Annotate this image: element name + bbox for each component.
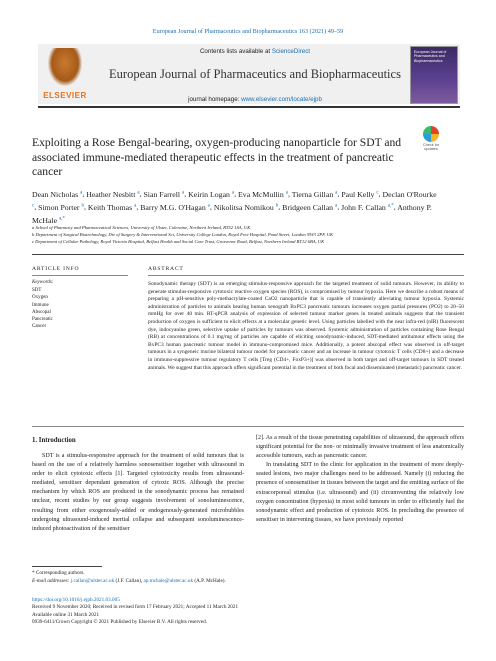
keyword: Immune (32, 302, 49, 308)
homepage-link[interactable]: www.elsevier.com/locate/ejpb (241, 96, 322, 103)
doi-link[interactable]: https://doi.org/10.1016/j.ejpb.2021.03.005 (32, 597, 120, 603)
affiliation-marker[interactable]: a (134, 203, 137, 209)
author-list: Dean Nicholas $^a$, Heather Nesbitt $^a$, Sian Farrell $^a$, Keirin Logan $^a$, Eva McMullin $^a$, Tierna Gillan $^a$, Paul Kelly $^c$, Declan O'Rourke $^c$, Simon Porter $^b$, Keith Thomas $^a$, Barry M.G. O'Hagan $^a$, Nikolitsa Nomikou $^b$, Bridgeen Callan $^a$, John F. Callan $^{a,*}$, Anthony P. McHale $^{a,*}$ (32, 189, 437, 225)
affiliation-marker[interactable]: c (376, 190, 379, 195)
crossmark-label: Check for updates (422, 143, 440, 151)
affiliation-marker[interactable]: c (32, 203, 35, 209)
author-name[interactable]: John F. Callan $^{a,*}$ (341, 202, 394, 212)
publication-info (32, 597, 464, 626)
intro-paragraph: SDT is a stimulus-responsive approach for the treatment of solid tumours that is based on the use of a relatively harmless sonosensitiser together with ultrasound in order to elicit cytotoxic effects [1]. Targeted cytotoxicity results from ultrasound-mediated, sensitiser dependant generation of cytoxic ROS. Although the precise mechanism by which ROS are produced in the sonodynamic process has remained unclear, recent studies by our group suggests involvement of sonoluminescence, resulting from either exogenously-added or endogenously-generated microbubbles undergoing ultrasound-induced inertial collapse and subsequent sonoluminescence-induced photoactivation of the sensitiser (32, 453, 244, 532)
affiliation-marker[interactable]: a (335, 203, 338, 209)
affiliation-marker[interactable]: a (335, 190, 338, 195)
author-name[interactable]: Barry M.G. O'Hagan $^a$ (140, 202, 210, 212)
email-link[interactable]: j.callan@ulster.ac.uk (70, 577, 115, 584)
corresponding-label: * Corresponding authors. (32, 570, 85, 576)
keyword: Pancreatic (32, 317, 53, 323)
affiliation-marker[interactable]: a (182, 190, 185, 195)
elsevier-logo[interactable] (40, 46, 90, 100)
corresponding-footnote (32, 570, 464, 585)
elsevier-tree-icon (48, 48, 82, 86)
journal-title: European Journal of Pharmaceutics and Biopharmaceutics (109, 67, 401, 81)
received-dates: Received 9 November 2020; Received in revised form 17 February 2021; Accepted 11 March 2021 (32, 604, 239, 611)
keywords-list (32, 287, 53, 331)
article-title: Exploiting a Rose Bengal-bearing, oxygen-producing nanoparticle for SDT and associated immune-mediated therapeutic effects in the treatment of pancreatic cancer (32, 136, 402, 179)
author-name[interactable]: Nikolitsa Nomikou $^b$ (213, 202, 279, 212)
author-name[interactable]: Anthony P. McHale $^{a,*}$ (32, 202, 432, 225)
author-name[interactable]: Bridgeen Callan $^a$ (282, 202, 338, 212)
author-name[interactable]: Dean Nicholas $^a$ (32, 189, 83, 199)
running-head[interactable]: European Journal of Pharmaceutics and Biopharmaceutics 163 (2021) 49–59 (152, 28, 344, 35)
affiliation-marker[interactable]: a (137, 190, 140, 195)
affiliation-marker[interactable]: a,* (59, 216, 66, 222)
article-info-heading: ARTICLE INFO (32, 266, 80, 272)
copyright: 0939-6411/Crown Copyright © 2021 Published by Elsevier B.V. All rights reserved. (32, 618, 207, 625)
intro-paragraph: [2]. As a result of the tissue penetrating capabilities of ultrasound, the approach offers significant potential for the non- or minimally invasive treatment of less anatomically accessible tumours, such as pancreatic cancer. (256, 435, 464, 460)
keyword: Cancer (32, 324, 47, 330)
abstract-text: Sonodynamic therapy (SDT) is an emerging stimulus-responsive approach for the targeted treatment of solid tumours. However, its ability to generate stimulus-responsive cytotoxic reactive oxygen species (ROS), is compromised by tumour hypoxia. Here we describe a robust means of preparing a pH-sensitive poly-methacrylate-coated CaO2 nanoparticle that is capable of transiently alleviating tumour hypoxia. Systemic administration of particles to animals bearing human xenograft BxPC3 pancreatic tumours increases oxygen partial pressures (PO2) to 20–50 mmHg for over 40 min. RT-qPCR analysis of expression of selected tumour marker genes in treated animals suggests that the transient production of oxygen is sufficient to elicit effects at a molecular genetic level. Using particles labelled with the near infra-red (nIR) fluorescent dye, indocyanine green, selective uptake of particles by tumours was observed. Systemic administration of particles containing Rose Bengal (RB) at concentrations of 0.1 mg/mg of particles are capable of eliciting sonodynamic-induced, SDT-mediated antitumour effects using the BxPC3 human pancreatic tumour model in immuno-compromised mice. Additionally, a potent abscopal effect was observed in off-target tumours in a syngeneic murine bilateral tumour model for pancreatic cancer and an increase in tumour cytotoxic T cells (CD8+) and a decrease in immuno-suppressive tumour regulatory T cells [Treg (CD4+, FoxP3+)] was observed in both target and off-target tumours in SDT treated animals. We suggest that this approach offers significant potential in the treatment of both focal and disseminated (metastatic) pancreatic cancer. (148, 281, 464, 371)
sciencedirect-link[interactable]: ScienceDirect (271, 48, 311, 55)
affiliation-line: a School of Pharmacy and Pharmaceutical Sciences, University of Ulster, Coleraine, Northern Ireland, BT52 1SA, UK (32, 225, 251, 230)
author-name[interactable]: Heather Nesbitt $^a$ (86, 189, 140, 199)
affiliation-marker[interactable]: a (285, 190, 288, 195)
section-heading: 1. Introduction (32, 437, 76, 444)
keyword: Oxygen (32, 295, 48, 301)
author-name[interactable]: Paul Kelly $^c$ (341, 189, 379, 199)
keyword: Abscopal (32, 309, 51, 315)
abstract-bottom-rule (32, 426, 464, 427)
author-name[interactable]: Keith Thomas $^a$ (87, 202, 137, 212)
author-name[interactable]: Tierna Gillan $^a$ (291, 189, 338, 199)
affiliation-line: c Department of Cellular Pathology, Royal Victoria Hospital, Belfast Health and Social Care Trust, Grosvenor Road, Belfast, Northern Ireland BT12 6BA, UK (32, 239, 325, 245)
affiliations (32, 224, 452, 246)
crossmark-badge[interactable] (420, 126, 442, 152)
contents-line: Contents lists available at ScienceDirect (199, 48, 311, 55)
abstract-heading: ABSTRACT (148, 266, 184, 272)
article-info-rule (32, 275, 128, 276)
author-name[interactable]: Keirin Logan $^a$ (188, 189, 235, 199)
email-link[interactable]: ap.mchale@ulster.ac.uk (143, 577, 194, 584)
affiliation-marker[interactable]: a,* (387, 203, 394, 209)
author-name[interactable]: Declan O'Rourke $^c$ (32, 189, 437, 209)
online-date: Available online 31 March 2021 (32, 611, 100, 618)
keywords-heading: Keywords: (32, 280, 54, 285)
keyword: SDT (32, 288, 42, 293)
author-name[interactable]: Simon Porter $^b$ (38, 202, 84, 212)
footnote-rule (32, 566, 102, 567)
header-rule (32, 254, 464, 255)
intro-paragraph: In translating SDT to the clinic for application in the treatment of more deeply-seated lesions, two major challenges need to be addressed. Namely (i) reducing the presence of sonosensitiser in tissues between the target and the emitting surface of the extracorporeal stimulus (i.e. ultrasound) and (ii) circumventing the relatively low oxygen concentration (hypoxia) in most solid tumours in order to efficiently fuel the sonodynamic effect and production of cytotoxic ROS. In precluding the presence of sensitiser in intervening tissues, we have previously reported (256, 462, 464, 523)
cover-text: European Journal of Pharmaceutics and Biopharmaceutics (414, 50, 447, 63)
affiliation-marker[interactable]: a (231, 190, 235, 195)
journal-cover-image[interactable] (410, 46, 458, 104)
affiliation-marker[interactable]: b (81, 203, 84, 209)
homepage-line: journal homepage: www.elsevier.com/locate/ejpb (188, 96, 322, 103)
author-name[interactable]: Sian Farrell $^a$ (143, 189, 185, 199)
affiliation-marker[interactable]: b (275, 203, 279, 209)
affiliation-marker[interactable]: a (207, 203, 210, 209)
intro-right-column (256, 434, 464, 525)
abstract-rule (148, 275, 464, 276)
affiliation-marker[interactable]: a (80, 190, 83, 195)
email-line: E-mail addresses: j.callan@ulster.ac.uk (J.F. Callan), ap.mchale@ulster.ac.uk (A.P. McHale). (32, 577, 226, 584)
affiliation-line: b Department of Surgical Biotechnology, Div of Surgery & Interventional Sci, University College London, Royal Free Hospital, Pond Street, London NW3 2PF, UK (32, 232, 334, 238)
author-name[interactable]: Eva McMullin $^a$ (238, 189, 288, 199)
intro-left-column (32, 452, 244, 534)
crossmark-icon (423, 126, 439, 142)
masthead-rule (38, 106, 460, 108)
publisher-logo-text: ELSEVIER (43, 91, 87, 100)
